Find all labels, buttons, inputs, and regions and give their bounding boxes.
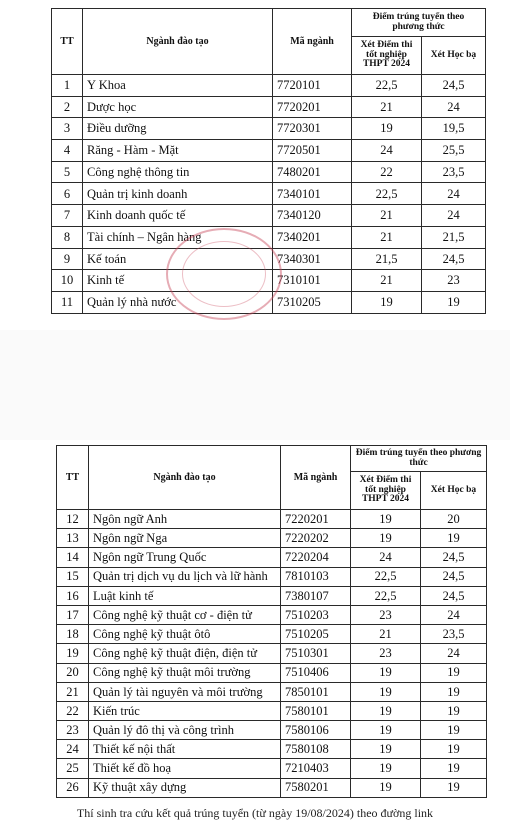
thpt-score: 22,5 [352, 183, 422, 205]
hocba-score: 24 [421, 644, 487, 663]
row-number: 2 [52, 96, 83, 118]
hocba-score: 24,5 [422, 248, 486, 270]
thpt-score: 19 [351, 740, 421, 759]
thpt-score: 19 [351, 721, 421, 740]
col-major: Ngành đào tạo [89, 446, 281, 510]
table-row [52, 205, 486, 227]
major-name: Dược học [83, 96, 273, 118]
major-code: 7340201 [273, 226, 352, 248]
admission-table-1 [51, 8, 486, 314]
hocba-score: 24 [421, 605, 487, 624]
hocba-score: 19 [421, 778, 487, 797]
table-row [57, 701, 487, 720]
major-code: 7340101 [273, 183, 352, 205]
row-number: 12 [57, 510, 89, 529]
hocba-score: 24,5 [421, 567, 487, 586]
major-name: Công nghệ kỹ thuật cơ - điện tử [89, 605, 281, 624]
table-row [57, 548, 487, 567]
thpt-score: 21 [352, 270, 422, 292]
row-number: 15 [57, 567, 89, 586]
col-hocba: Xét Học bạ [421, 472, 487, 510]
admission-table-2 [56, 445, 487, 798]
major-name: Kinh doanh quốc tế [83, 205, 273, 227]
table-row [57, 721, 487, 740]
major-code: 7720201 [273, 96, 352, 118]
table-row [57, 644, 487, 663]
hocba-score: 19 [421, 759, 487, 778]
major-name: Công nghệ kỹ thuật môi trường [89, 663, 281, 682]
row-number: 25 [57, 759, 89, 778]
hocba-score: 19 [421, 721, 487, 740]
table-row [52, 248, 486, 270]
hocba-score: 19 [421, 740, 487, 759]
col-hocba: Xét Học bạ [422, 37, 486, 75]
major-name: Tài chính – Ngân hàng [83, 226, 273, 248]
major-code: 7220201 [281, 510, 351, 529]
row-number: 21 [57, 682, 89, 701]
row-number: 6 [52, 183, 83, 205]
thpt-score: 22,5 [351, 567, 421, 586]
hocba-score: 24,5 [421, 586, 487, 605]
hocba-score: 24 [422, 183, 486, 205]
hocba-score: 19 [421, 682, 487, 701]
row-number: 7 [52, 205, 83, 227]
table-row [52, 118, 486, 140]
row-number: 17 [57, 605, 89, 624]
thpt-score: 19 [352, 118, 422, 140]
major-name: Kinh tế [83, 270, 273, 292]
table-row [52, 183, 486, 205]
row-number: 3 [52, 118, 83, 140]
table-row [57, 586, 487, 605]
major-name: Quản lý tài nguyên và môi trường [89, 682, 281, 701]
major-code: 7720501 [273, 140, 352, 162]
col-tt: TT [57, 446, 89, 510]
major-code: 7220204 [281, 548, 351, 567]
major-name: Thiết kế nội thất [89, 740, 281, 759]
major-code: 7720301 [273, 118, 352, 140]
row-number: 4 [52, 140, 83, 162]
table-row [57, 759, 487, 778]
row-number: 5 [52, 161, 83, 183]
col-thpt: Xét Điểm thi tốt nghiệp THPT 2024 [352, 37, 422, 75]
row-number: 16 [57, 586, 89, 605]
major-name: Răng - Hàm - Mặt [83, 140, 273, 162]
table-row [52, 291, 486, 313]
major-code: 7380107 [281, 586, 351, 605]
table-row [57, 778, 487, 797]
row-number: 8 [52, 226, 83, 248]
major-name: Kiến trúc [89, 701, 281, 720]
thpt-score: 21 [352, 205, 422, 227]
table-row [57, 682, 487, 701]
major-name: Công nghệ kỹ thuật điện, điện tử [89, 644, 281, 663]
thpt-score: 22 [352, 161, 422, 183]
table-row [57, 605, 487, 624]
major-name: Công nghệ thông tin [83, 161, 273, 183]
thpt-score: 22,5 [352, 75, 422, 97]
hocba-score: 23,5 [421, 625, 487, 644]
hocba-score: 19,5 [422, 118, 486, 140]
hocba-score: 24,5 [422, 75, 486, 97]
major-code: 7220202 [281, 529, 351, 548]
major-name: Quản trị kinh doanh [83, 183, 273, 205]
table-row [52, 161, 486, 183]
major-code: 7480201 [273, 161, 352, 183]
major-code: 7580201 [281, 778, 351, 797]
footer-note: Thí sinh tra cứu kết quả trúng tuyển (từ ngày 19/08/2024) theo đường link [76, 806, 434, 820]
table-row [57, 625, 487, 644]
table-row [52, 226, 486, 248]
hocba-score: 19 [422, 291, 486, 313]
thpt-score: 19 [352, 291, 422, 313]
row-number: 11 [52, 291, 83, 313]
major-code: 7310101 [273, 270, 352, 292]
col-code: Mã ngành [281, 446, 351, 510]
row-number: 24 [57, 740, 89, 759]
col-thpt: Xét Điểm thi tốt nghiệp THPT 2024 [351, 472, 421, 510]
hocba-score: 19 [421, 701, 487, 720]
table-row [57, 529, 487, 548]
major-code: 7580106 [281, 721, 351, 740]
major-code: 7580108 [281, 740, 351, 759]
table-row [52, 140, 486, 162]
row-number: 10 [52, 270, 83, 292]
col-tt: TT [52, 9, 83, 75]
row-number: 9 [52, 248, 83, 270]
thpt-score: 23 [351, 605, 421, 624]
major-name: Kế toán [83, 248, 273, 270]
hocba-score: 24 [422, 205, 486, 227]
major-name: Luật kinh tế [89, 586, 281, 605]
thpt-score: 19 [351, 701, 421, 720]
thpt-score: 24 [352, 140, 422, 162]
hocba-score: 25,5 [422, 140, 486, 162]
hocba-score: 24 [422, 96, 486, 118]
table-row [52, 270, 486, 292]
major-name: Điều dưỡng [83, 118, 273, 140]
hocba-score: 19 [421, 529, 487, 548]
thpt-score: 19 [351, 510, 421, 529]
major-code: 7310205 [273, 291, 352, 313]
row-number: 14 [57, 548, 89, 567]
table-row [57, 663, 487, 682]
major-name: Kỹ thuật xây dựng [89, 778, 281, 797]
major-code: 7510406 [281, 663, 351, 682]
major-code: 7850101 [281, 682, 351, 701]
major-name: Công nghệ kỹ thuật ôtô [89, 625, 281, 644]
thpt-score: 21,5 [352, 248, 422, 270]
major-code: 7580101 [281, 701, 351, 720]
major-code: 7210403 [281, 759, 351, 778]
thpt-score: 19 [351, 529, 421, 548]
major-name: Ngôn ngữ Trung Quốc [89, 548, 281, 567]
col-major: Ngành đào tạo [83, 9, 273, 75]
row-number: 19 [57, 644, 89, 663]
row-number: 26 [57, 778, 89, 797]
major-code: 7340120 [273, 205, 352, 227]
thpt-score: 24 [351, 548, 421, 567]
major-code: 7810103 [281, 567, 351, 586]
thpt-score: 21 [352, 96, 422, 118]
major-name: Quản lý nhà nước [83, 291, 273, 313]
table-row [52, 75, 486, 97]
thpt-score: 22,5 [351, 586, 421, 605]
table-row [52, 96, 486, 118]
table-row [57, 567, 487, 586]
hocba-score: 23,5 [422, 161, 486, 183]
thpt-score: 21 [351, 625, 421, 644]
thpt-score: 19 [351, 663, 421, 682]
row-number: 1 [52, 75, 83, 97]
major-code: 7510301 [281, 644, 351, 663]
hocba-score: 23 [422, 270, 486, 292]
hocba-score: 20 [421, 510, 487, 529]
major-name: Quản trị dịch vụ du lịch và lữ hành [89, 567, 281, 586]
col-score-group: Điểm trúng tuyển theo phương thức [352, 9, 486, 37]
hocba-score: 24,5 [421, 548, 487, 567]
page-gap [0, 330, 510, 440]
hocba-score: 19 [421, 663, 487, 682]
row-number: 18 [57, 625, 89, 644]
row-number: 22 [57, 701, 89, 720]
thpt-score: 21 [352, 226, 422, 248]
thpt-score: 19 [351, 778, 421, 797]
major-name: Y Khoa [83, 75, 273, 97]
table-row [57, 740, 487, 759]
major-name: Quản lý đô thị và công trình [89, 721, 281, 740]
thpt-score: 19 [351, 682, 421, 701]
hocba-score: 21,5 [422, 226, 486, 248]
row-number: 20 [57, 663, 89, 682]
col-code: Mã ngành [273, 9, 352, 75]
major-code: 7720101 [273, 75, 352, 97]
thpt-score: 23 [351, 644, 421, 663]
row-number: 23 [57, 721, 89, 740]
row-number: 13 [57, 529, 89, 548]
thpt-score: 19 [351, 759, 421, 778]
major-name: Ngôn ngữ Anh [89, 510, 281, 529]
major-name: Ngôn ngữ Nga [89, 529, 281, 548]
major-code: 7510203 [281, 605, 351, 624]
table-row [57, 510, 487, 529]
major-code: 7340301 [273, 248, 352, 270]
major-code: 7510205 [281, 625, 351, 644]
col-score-group: Điểm trúng tuyển theo phương thức [351, 446, 487, 472]
major-name: Thiết kế đồ hoạ [89, 759, 281, 778]
